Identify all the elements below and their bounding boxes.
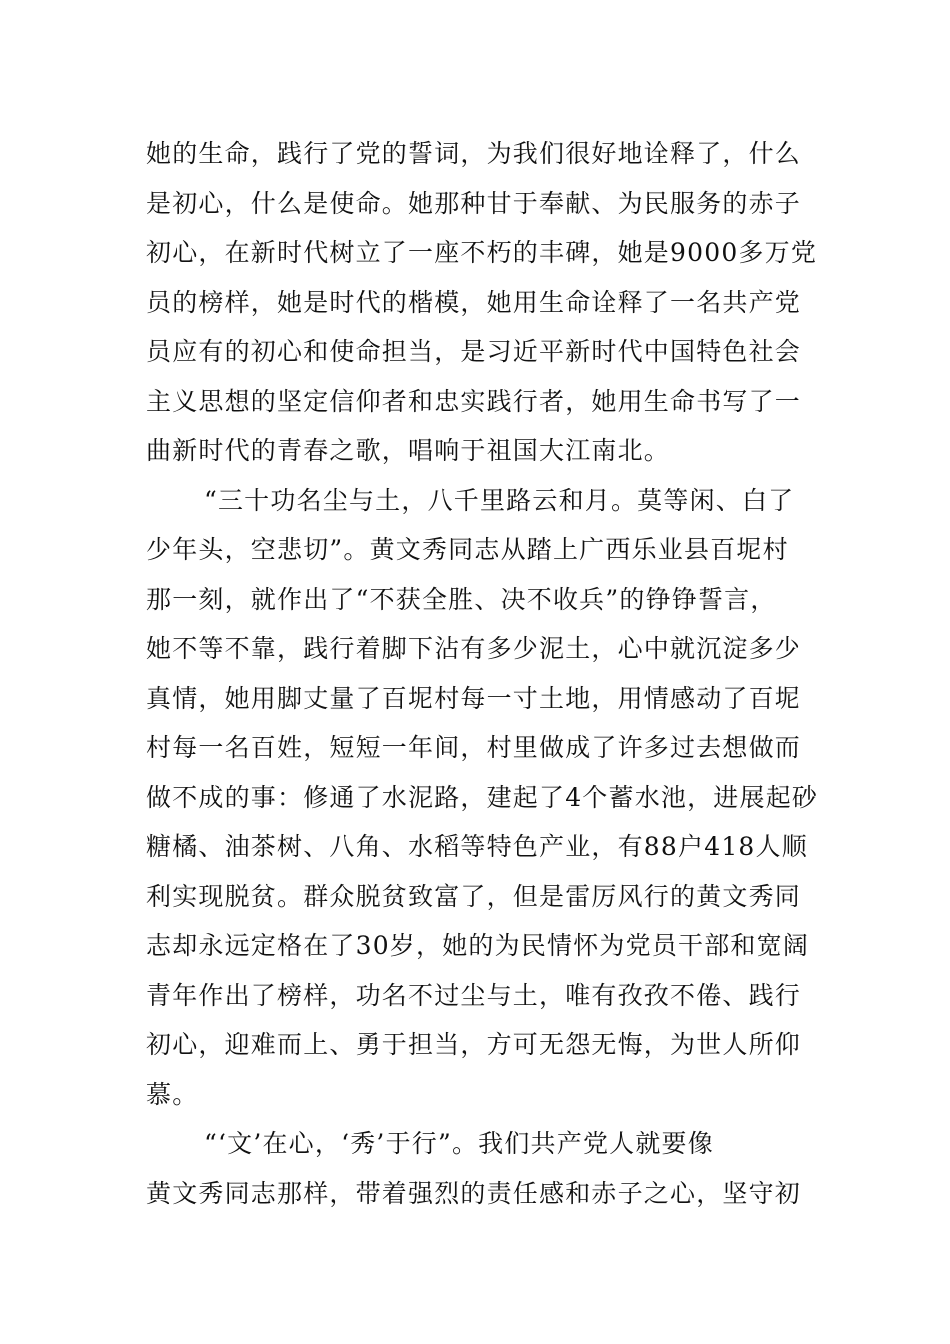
paragraph-start-line: “‘文’在心，‘秀’于行”。我们共产党人就要像 [204,1129,714,1158]
text-line: 员的榜样，她是时代的楷模，她用生命诠释了一名共产党 [146,287,802,317]
text-line: 真情，她用脚丈量了百坭村每一寸土地，用情感动了百坭 [146,683,802,713]
text-line: 糖橘、油茶树、八角、水稻等特色产业，有88户418人顺 [146,832,808,861]
text-line: 青年作出了榜样，功名不过尘与土，唯有孜孜不倦、践行 [146,980,802,1010]
text-line: 初心，迎难而上、勇于担当，方可无怨无悔，为世人所仰 [146,1030,802,1059]
text-line: 她不等不靠，践行着脚下沾有多少泥土，心中就沉淀多少 [146,634,802,663]
paragraph-start-line: “三十功名尘与土，八千里路云和月。莫等闲、白了 [204,485,795,515]
text-line: 是初心，什么是使命。她那种甘于奉献、为民服务的赤子 [146,188,802,218]
text-line: 员应有的初心和使命担当，是习近平新时代中国特色社会 [146,337,802,366]
body-text [146,129,819,1218]
text-line: 曲新时代的青春之歌，唱响于祖国大江南北。 [146,436,671,465]
text-line: 少年头，空悲切”。黄文秀同志从踏上广西乐业县百坭村 [146,535,789,564]
text-line: 黄文秀同志那样，带着强烈的责任感和赤子之心，坚守初 [146,1178,802,1208]
text-line: 做不成的事：修通了水泥路，建起了4个蓄水池，进展起砂 [146,782,819,812]
text-line: 慕。 [146,1079,199,1109]
text-line: 利实现脱贫。群众脱贫致富了，但是雷厉风行的黄文秀同 [146,881,802,911]
text-line: 那一刻，就作出了“不获全胜、决不收兵”的铮铮誓言， [146,584,777,614]
text-line: 志却永远定格在了30岁，她的为民情怀为党员干部和宽阔 [146,931,810,960]
text-line: 主义思想的坚定信仰者和忠实践行者，她用生命书写了一 [146,386,802,416]
text-line: 村每一名百姓，短短一年间，村里做成了许多过去想做而 [146,733,802,762]
text-line: 初心，在新时代树立了一座不朽的丰碑，她是9000多万党 [146,238,818,267]
text-line: 她的生命，践行了党的誓词，为我们很好地诠释了，什么 [146,139,802,168]
